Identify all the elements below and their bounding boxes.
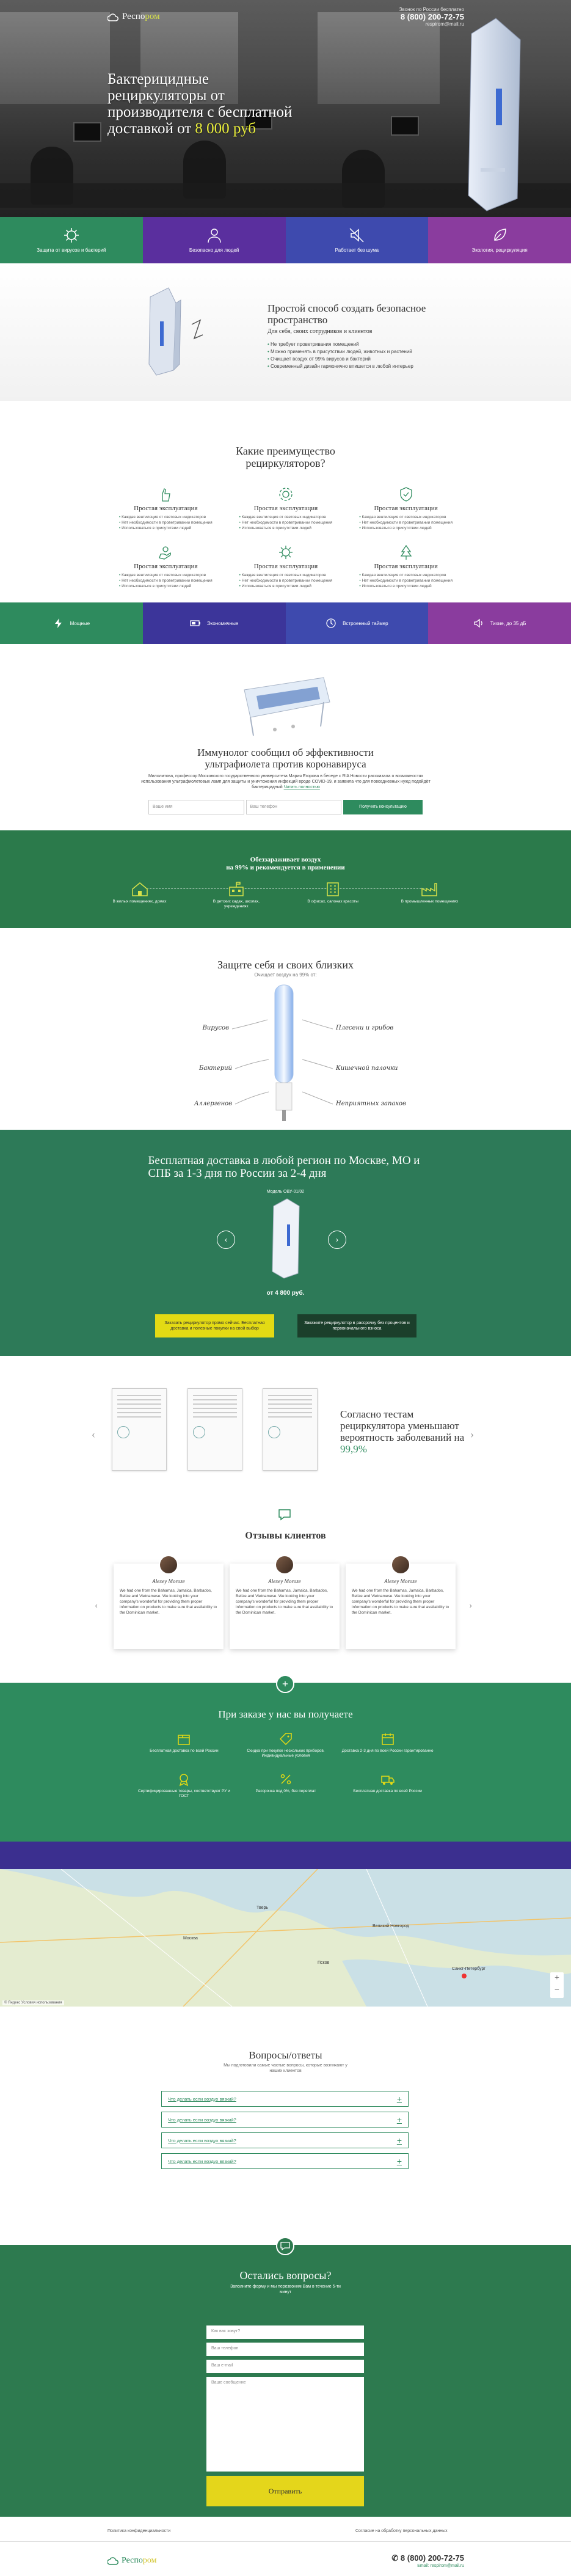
title-line-2: на 99% и рекомендуется в применении bbox=[226, 864, 345, 871]
name-input[interactable]: Ваше имя bbox=[148, 800, 244, 814]
person-icon bbox=[206, 227, 223, 244]
recirculator-image bbox=[269, 1197, 302, 1279]
specs-tiles bbox=[0, 602, 571, 644]
chat-icon bbox=[276, 2237, 294, 2255]
benefit-list bbox=[267, 341, 469, 370]
faq-item[interactable] bbox=[161, 2132, 409, 2148]
tile-label: Мощные bbox=[70, 620, 90, 626]
section-title: Простой способ создать безопасное пространство bbox=[267, 302, 426, 326]
benefit-label: Бесплатная доставка по всей России bbox=[150, 1749, 219, 1753]
advantages-grid bbox=[106, 486, 466, 589]
benefits-grid bbox=[133, 1732, 438, 1799]
reviews-section bbox=[0, 1509, 571, 1683]
advantage-line: • Каждая вентиляция от световых индикаторов bbox=[359, 573, 453, 578]
faq-section bbox=[0, 2007, 571, 2245]
review-card bbox=[230, 1564, 340, 1649]
benefit-label: Сертифицированные товары, соответствуют РУ и ГОСТ bbox=[137, 1789, 230, 1798]
advantage-line: • Использоваться в присутствии людей bbox=[119, 525, 213, 531]
advantage-title: Простая эксплуатация bbox=[134, 563, 198, 570]
reviewer-name: Alexey Moroze bbox=[384, 1578, 417, 1584]
office-icon bbox=[324, 881, 342, 897]
list-item: • Современный дизайн гармонично впишется в любой интерьер bbox=[267, 363, 469, 370]
footer-phone-text[interactable]: 8 (800) 200-72-75 bbox=[400, 2553, 464, 2563]
hero-title bbox=[107, 71, 309, 137]
header-contacts bbox=[399, 7, 464, 27]
benefit-label: Доставка 2-3 дня по всей России гарантированно bbox=[341, 1749, 434, 1753]
map-city-label: Санкт-Петербург bbox=[452, 1967, 486, 1971]
recirculator-image bbox=[138, 285, 211, 376]
advantage-line: • Каждая вентиляция от световых индикаторов bbox=[119, 514, 213, 520]
immunology-section bbox=[0, 644, 571, 830]
logo-text: Респо bbox=[122, 2556, 143, 2565]
next-arrow[interactable]: › bbox=[328, 1231, 346, 1249]
faq-question[interactable]: Что делать если воздух вязкий? bbox=[168, 2096, 236, 2102]
benefit-label: Бесплатная доставка по всей России bbox=[353, 1789, 422, 1793]
privacy-link[interactable]: Политика конфиденциальности bbox=[107, 2529, 171, 2533]
tile-virus bbox=[0, 217, 143, 263]
section-subtitle: Для себя, своих сотрудников и клиентов bbox=[267, 328, 373, 335]
battery-icon bbox=[190, 618, 201, 629]
phone-note: Звонок по России бесплатно bbox=[399, 7, 464, 12]
section-title: Какие преимущество рециркуляторов? bbox=[236, 445, 335, 469]
section-title: Иммунолог сообщил об эффективности ультрафиолета против коронавируса bbox=[197, 747, 374, 770]
section-title: Бесплатная доставка в любой регион по Москве, МО и СПБ за 1-3 дня по России за 2-4 дня bbox=[148, 1154, 420, 1180]
section-title: Остались вопросы? bbox=[239, 2269, 332, 2281]
section-title: Защите себя и своих близких bbox=[217, 959, 354, 971]
zoom-out-button[interactable]: − bbox=[555, 1986, 559, 1995]
consent-link[interactable]: Согласие на обработку персональных данных bbox=[355, 2529, 448, 2533]
features-tiles bbox=[0, 217, 571, 263]
calendar-icon bbox=[380, 1732, 395, 1746]
header-email[interactable]: respirom@mail.ru bbox=[425, 21, 464, 27]
logo-accent: ром bbox=[145, 12, 160, 21]
top-bar bbox=[0, 0, 571, 34]
school-icon bbox=[227, 881, 245, 897]
virus-icon bbox=[278, 544, 294, 560]
certificate-image[interactable] bbox=[187, 1388, 242, 1471]
tile-label: Встроенный таймер bbox=[343, 620, 388, 626]
factory-icon bbox=[420, 881, 438, 897]
advantage-title: Простая эксплуатация bbox=[374, 563, 438, 570]
usage-item bbox=[301, 881, 365, 909]
shield-icon bbox=[398, 486, 414, 502]
advantages-section bbox=[0, 401, 571, 602]
threat-label: Неприятных запахов bbox=[336, 1100, 406, 1107]
advantage-line: • Использоваться в присутствии людей bbox=[359, 525, 453, 531]
tile-person bbox=[143, 217, 286, 263]
threat-label: Плесени и грибов bbox=[336, 1025, 394, 1031]
tile-label: Защита от вирусов и бактерий bbox=[37, 247, 106, 253]
section-subtitle: Очищает воздух на 99% от: bbox=[254, 972, 317, 978]
advantage-line: • Каждая вентиляция от световых индикаторов bbox=[239, 573, 333, 578]
avatar bbox=[391, 1555, 410, 1575]
section-title bbox=[340, 1408, 468, 1455]
send-button[interactable]: Отправить bbox=[206, 2476, 364, 2506]
usage-label: В детских садах, школах, учреждениях bbox=[213, 899, 260, 909]
leaf-icon bbox=[491, 227, 508, 244]
installment-button[interactable]: Закажите рециркулятор в рассрочку без процентов и первоначального взноса bbox=[297, 1314, 416, 1337]
tile-powerful bbox=[0, 602, 143, 644]
prev-arrow[interactable]: ‹ bbox=[217, 1231, 235, 1249]
map-city-label: Псков bbox=[318, 1961, 330, 1965]
footer-email[interactable]: Email: respirom@mail.ru bbox=[417, 2564, 464, 2568]
box-icon bbox=[176, 1732, 191, 1746]
phone-input[interactable]: Ваш телефон bbox=[246, 800, 342, 814]
map-city-label: Тверь bbox=[256, 1906, 269, 1910]
consult-button[interactable]: Получить консультацию bbox=[343, 800, 423, 814]
list-item: • Не требует проветривания помещений bbox=[267, 341, 469, 348]
map-copyright[interactable]: © Яндекс Условия использования bbox=[2, 2000, 64, 2005]
certificates-section bbox=[0, 1356, 571, 1509]
plus-icon[interactable]: + bbox=[396, 2135, 402, 2145]
benefit-item bbox=[235, 1772, 337, 1799]
bolt-icon bbox=[53, 618, 64, 629]
review-text: We had one from the Bahamas, Jamaica, Barbados, Belize and Vietnamese. We looking into your company's wonderful for providing them proper information on products to make sure that availability to the Dominican market. bbox=[236, 1589, 333, 1615]
message-textarea[interactable]: Ваше сообщение bbox=[206, 2377, 364, 2472]
cloud-logo-icon bbox=[107, 13, 118, 21]
advantage-line: • Каждая вентиляция от световых индикаторов bbox=[119, 573, 213, 578]
speaker-icon bbox=[473, 618, 484, 629]
advantage-line: • Каждая вентиляция от световых индикаторов bbox=[239, 514, 333, 520]
usage-item bbox=[107, 881, 172, 909]
logo[interactable] bbox=[107, 12, 160, 22]
consult-form bbox=[148, 800, 423, 814]
cert-icon bbox=[176, 1772, 191, 1787]
faq-question[interactable]: Что делать если воздух вязкий? bbox=[168, 2117, 236, 2123]
advantage-item bbox=[346, 486, 466, 531]
usage-item bbox=[204, 881, 268, 909]
benefit-label: Скидка при покупке нескольких приборов. Индивидуальные условия bbox=[247, 1749, 325, 1758]
advantage-title: Простая эксплуатация bbox=[134, 505, 198, 512]
review-card bbox=[346, 1564, 456, 1649]
avatar bbox=[159, 1555, 178, 1575]
virus-icon bbox=[63, 227, 80, 244]
faq-item[interactable] bbox=[161, 2091, 409, 2107]
title-line-1: Обеззараживает воздух bbox=[250, 856, 321, 863]
benefit-item bbox=[235, 1732, 337, 1758]
advantage-title: Простая эксплуатация bbox=[374, 505, 438, 512]
percent-icon bbox=[278, 1772, 293, 1787]
advantage-title: Простая эксплуатация bbox=[253, 505, 318, 512]
decor-strip bbox=[0, 1842, 571, 1869]
usage-label: В жилых помещениях, домах bbox=[112, 899, 167, 904]
uv-lamp-image bbox=[232, 671, 339, 739]
map-section[interactable] bbox=[0, 1869, 571, 2007]
order-now-button[interactable]: Заказать рециркулятор прямо сейчас. Бесплатная доставка и полезные покупки на свой выбор bbox=[155, 1314, 274, 1337]
threat-label: Кишечной палочки bbox=[336, 1065, 398, 1072]
pointer-lines bbox=[0, 928, 571, 1130]
tile-quiet bbox=[428, 602, 571, 644]
reviewer-name: Alexey Moroze bbox=[268, 1578, 301, 1584]
advantage-line: • Использоваться в присутствии людей bbox=[119, 584, 213, 589]
review-text: We had one from the Bahamas, Jamaica, Barbados, Belize and Vietnamese. We looking into your company's wonderful for providing them proper information on products to make sure that availability to the Dominican market. bbox=[120, 1589, 217, 1615]
advantage-line: • Нет необходимости в проветривании помещения bbox=[119, 578, 213, 584]
list-item: • Можно применять в присутствии людей, животных и растений bbox=[267, 348, 469, 356]
advantage-line: • Нет необходимости в проветривании помещения bbox=[239, 520, 333, 525]
plus-icon[interactable]: + bbox=[396, 2156, 402, 2166]
advantage-item bbox=[226, 544, 346, 589]
threat-label: Бактерий bbox=[199, 1065, 232, 1072]
list-item: • Очищает воздух от 99% вирусов и бактерий bbox=[267, 356, 469, 363]
product-price: от 4 800 руб. bbox=[266, 1290, 305, 1297]
gear-icon bbox=[278, 486, 294, 502]
advantage-item bbox=[346, 544, 466, 589]
map-canvas bbox=[0, 1869, 571, 2007]
benefit-item bbox=[133, 1772, 235, 1799]
cloud-logo-icon bbox=[107, 2556, 118, 2565]
benefit-item bbox=[133, 1732, 235, 1758]
section-title: Отзывы клиентов bbox=[245, 1531, 326, 1541]
tile-label: Тихие, до 35 дБ bbox=[490, 620, 526, 626]
tile-label: Безопасно для людей bbox=[189, 247, 239, 253]
advantage-line: • Каждая вентиляция от световых индикаторов bbox=[359, 514, 453, 520]
hero-title-text: Бактерицидные рециркуляторы от производителя с бесплатной доставкой от bbox=[107, 71, 293, 137]
email-input[interactable]: Ваш e-mail bbox=[206, 2360, 364, 2373]
logo-accent: ром bbox=[142, 2556, 157, 2565]
advantage-line: • Нет необходимости в проветривании помещения bbox=[359, 520, 453, 525]
usage-label: В офисах, салонах красоты bbox=[307, 899, 358, 904]
usage-item bbox=[398, 881, 462, 909]
faq-item[interactable] bbox=[161, 2153, 409, 2169]
zoom-in-button[interactable]: + bbox=[555, 1974, 559, 1983]
footer-phone[interactable]: ✆ 8 (800) 200-72-75 bbox=[391, 2553, 464, 2563]
section-title bbox=[0, 856, 571, 872]
percent-value: 99,9% bbox=[340, 1443, 367, 1455]
hand-icon bbox=[158, 544, 173, 560]
hero bbox=[0, 0, 571, 217]
contact-section bbox=[0, 2245, 571, 2517]
prev-arrow[interactable]: ‹ bbox=[95, 1600, 98, 1611]
advantage-line: • Использоваться в присутствии людей bbox=[359, 584, 453, 589]
next-arrow[interactable]: › bbox=[470, 1428, 474, 1440]
divider bbox=[0, 2541, 571, 2542]
faq-question[interactable]: Что делать если воздух вязкий? bbox=[168, 2137, 236, 2143]
clock-icon bbox=[326, 618, 336, 629]
section-subtitle: Мы подготовили самые частые вопросы, которые возникают у наших клиентов bbox=[224, 2063, 347, 2073]
plus-icon[interactable]: + bbox=[396, 2094, 402, 2104]
recirculator-image bbox=[462, 15, 523, 217]
product-model: Модель ОВУ-01/02 bbox=[266, 1190, 305, 1194]
title-text: Согласно тестам рециркулятора уменьшают вероятность заболеваний на bbox=[340, 1408, 465, 1443]
tile-leaf bbox=[428, 217, 571, 263]
certificate-image[interactable] bbox=[112, 1388, 167, 1471]
tile-economic bbox=[143, 602, 286, 644]
prev-arrow[interactable]: ‹ bbox=[92, 1428, 95, 1440]
header-phone[interactable]: 8 (800) 200-72-75 bbox=[400, 12, 464, 21]
house-icon bbox=[131, 881, 149, 897]
benefit-item bbox=[336, 1772, 438, 1799]
advantage-line: • Использоваться в присутствии людей bbox=[239, 584, 333, 589]
faq-item[interactable] bbox=[161, 2112, 409, 2128]
chat-bubble-icon bbox=[278, 1509, 291, 1521]
simple-way-section bbox=[0, 263, 571, 401]
name-input[interactable]: Как вас зовут? bbox=[206, 2325, 364, 2339]
disinfection-section bbox=[0, 830, 571, 928]
immunology-description bbox=[139, 774, 432, 790]
advantage-title: Простая эксплуатация bbox=[253, 563, 318, 570]
benefit-item bbox=[336, 1732, 438, 1758]
review-card bbox=[114, 1564, 224, 1649]
mute-icon bbox=[348, 227, 365, 244]
hand-icon bbox=[158, 486, 173, 502]
tile-label: Работает без шума bbox=[335, 247, 379, 253]
section-subtitle: Заполните форму и мы перезвоним Вам в течение 5-ти минут bbox=[230, 2285, 341, 2294]
reviewer-name: Alexey Moroze bbox=[152, 1578, 185, 1584]
advantage-item bbox=[106, 486, 226, 531]
threat-label: Вирусов bbox=[202, 1025, 229, 1031]
tile-timer bbox=[286, 602, 429, 644]
desc-text: Милолитова, профессор Московского государственного университета Мария Егорова в беседе с RIA Новости рассказала о возможностях использования ультрафиолетовых ламп для защиты и уничтожения инфекций вроде COVID-19, и заявила что для повседневных нужд подойдёт бактерицидный bbox=[141, 774, 431, 789]
advantage-item bbox=[226, 486, 346, 531]
map-city-label: Москва bbox=[183, 1936, 198, 1941]
tile-mute bbox=[286, 217, 429, 263]
avatar bbox=[275, 1555, 294, 1575]
next-arrow[interactable]: › bbox=[469, 1600, 473, 1611]
advantage-line: • Нет необходимости в проветривании помещения bbox=[239, 578, 333, 584]
hero-price: 8 000 руб bbox=[195, 120, 256, 137]
plus-icon[interactable]: + bbox=[396, 2115, 402, 2124]
advantage-item bbox=[106, 544, 226, 589]
advantage-line: • Нет необходимости в проветривании помещения bbox=[359, 578, 453, 584]
footer-logo[interactable] bbox=[107, 2556, 156, 2566]
section-title: При заказе у нас вы получаете bbox=[218, 1708, 353, 1720]
protect-section bbox=[0, 928, 571, 1130]
section-title: Вопросы/ответы bbox=[249, 2049, 322, 2061]
logo-text: Респо bbox=[122, 12, 145, 21]
tile-label: Экономичные bbox=[206, 620, 239, 626]
map-zoom-control[interactable] bbox=[550, 1972, 564, 1998]
delivery-section bbox=[0, 1130, 571, 1356]
legal-links bbox=[0, 2517, 571, 2547]
benefit-label: Рассрочка под 0%, без переплат bbox=[255, 1789, 316, 1793]
usage-row bbox=[107, 881, 462, 909]
tile-label: Экология, рециркуляция bbox=[471, 247, 528, 253]
footer bbox=[0, 2547, 571, 2576]
map-city-label: Великий Новгород bbox=[373, 1924, 409, 1928]
certificates-text bbox=[340, 1408, 468, 1455]
faq-question[interactable]: Что делать если воздух вязкий? bbox=[168, 2158, 236, 2164]
threat-label: Аллергенов bbox=[194, 1100, 232, 1107]
usage-label: В промышленных помещениях bbox=[401, 899, 459, 904]
certificate-image[interactable] bbox=[263, 1388, 318, 1471]
tree-icon bbox=[398, 544, 414, 560]
phone-input[interactable]: Ваш телефон bbox=[206, 2343, 364, 2356]
read-more-link[interactable]: Читать полностью bbox=[283, 785, 320, 789]
plus-icon: + bbox=[276, 1675, 294, 1693]
simple-way-text bbox=[267, 302, 469, 370]
advantage-line: • Использоваться в присутствии людей bbox=[239, 525, 333, 531]
review-text: We had one from the Bahamas, Jamaica, Barbados, Belize and Vietnamese. We looking into your company's wonderful for providing them proper information on products to make sure that availability to the Dominican market. bbox=[352, 1589, 449, 1615]
advantage-line: • Нет необходимости в проветривании помещения bbox=[119, 520, 213, 525]
truck-icon bbox=[380, 1772, 395, 1787]
tag-icon bbox=[278, 1732, 293, 1746]
order-benefits-section bbox=[0, 1677, 571, 1842]
